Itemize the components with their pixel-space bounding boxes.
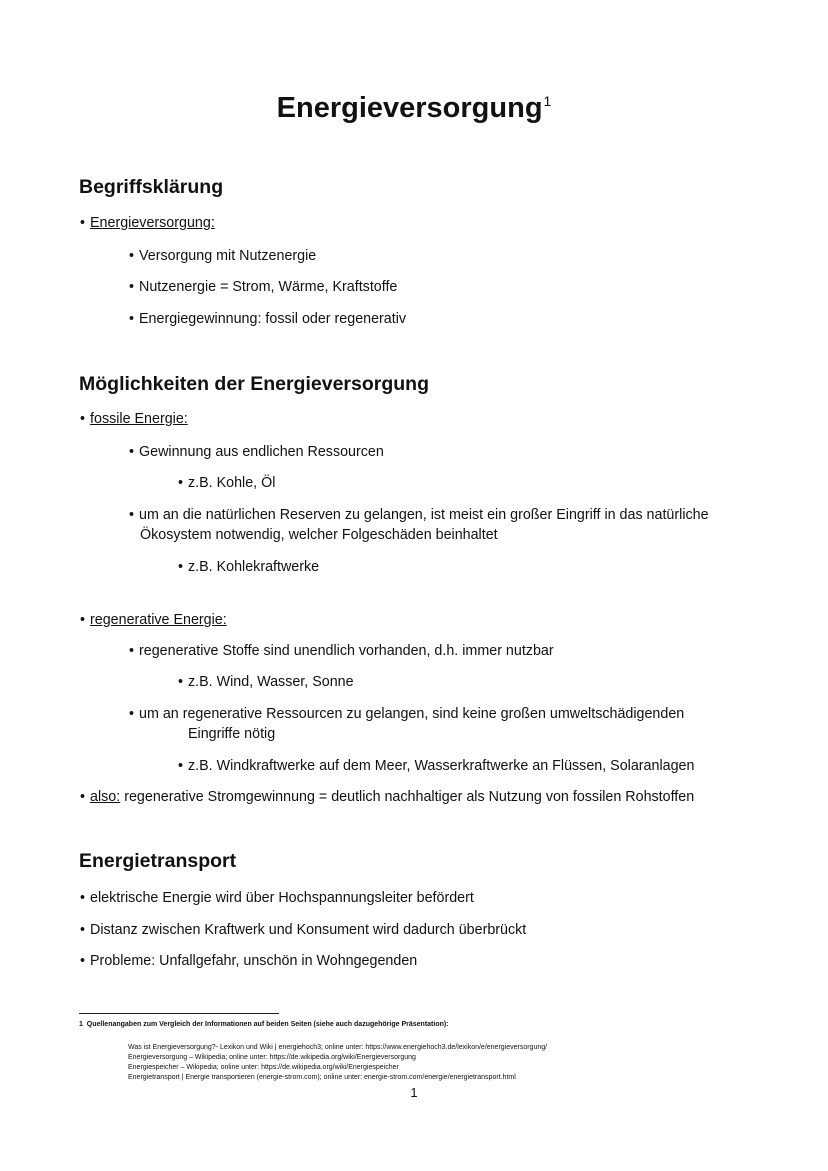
list-item: • um an regenerative Ressourcen zu gelangen, sind keine großen umweltschädigenden (129, 706, 685, 722)
list-item: • Energiegewinnung: fossil oder regenerativ (129, 311, 407, 327)
list-item: • Distanz zwischen Kraftwerk und Konsument wird dadurch überbrückt (80, 922, 527, 938)
term-label: fossile Energie: (90, 411, 188, 427)
list-item: • um an die natürlichen Reserven zu gelangen, ist meist ein großer Eingriff in das natürliche (129, 507, 709, 523)
list-item: • Energieversorgung: (80, 215, 215, 231)
footnote-reference: 1 (543, 93, 552, 110)
list-item: • fossile Energie: (80, 411, 188, 427)
list-item: • z.B. Wind, Wasser, Sonne (178, 674, 354, 690)
page-title: Energieversorgung$^1$ (276, 92, 552, 124)
section-heading-begriffsklaerung: Begriffsklärung (79, 176, 224, 198)
footnote-source: Energiespeicher – Wikipedia; online unter: https://de.wikipedia.org/wiki/Energiespeicher (128, 1064, 399, 1071)
list-item: • z.B. Kohle, Öl (178, 475, 276, 491)
list-item-continuation: Ökosystem notwendig, welcher Folgeschäden beinhaltet (140, 527, 498, 543)
list-item: • Nutzenergie = Strom, Wärme, Kraftstoffe (129, 279, 398, 295)
list-item: • regenerative Stoffe sind unendlich vorhanden, d.h. immer nutzbar (129, 643, 554, 659)
conclusion-label: also: (90, 789, 121, 805)
list-item: • z.B. Windkraftwerke auf dem Meer, Wasserkraftwerke an Flüssen, Solaranlagen (178, 758, 695, 774)
footnote-divider (79, 1013, 279, 1014)
list-item: • regenerative Energie: (80, 612, 227, 628)
list-item: • elektrische Energie wird über Hochspannungsleiter befördert (80, 890, 474, 906)
footnote-heading: 1 Quellenangaben zum Vergleich der Informationen auf beiden Seiten (siehe auch dazugehörige Präsentation): (79, 1021, 449, 1028)
term-label: regenerative Energie: (90, 612, 227, 628)
page-number: 1 (410, 1085, 418, 1100)
footnote-source: Energietransport | Energie transportieren (energie-strom.com); online unter: energie-strom.com/energie/energietransport.html (128, 1074, 516, 1081)
footnote-source: Energieversorgung – Wikipedia; online unter: https://de.wikipedia.org/wiki/Energieversorgung (128, 1054, 416, 1061)
list-item: • Versorgung mit Nutzenergie (129, 248, 317, 264)
list-item: • z.B. Kohlekraftwerke (178, 559, 320, 575)
section-heading-energietransport: Energietransport (79, 850, 237, 872)
term-label: Energieversorgung: (90, 215, 215, 231)
conclusion: • also: regenerative Stromgewinnung = deutlich nachhaltiger als Nutzung von fossilen Rohstoffen (80, 789, 695, 805)
list-item: • Probleme: Unfallgefahr, unschön in Wohngegenden (80, 953, 418, 969)
list-item: • Gewinnung aus endlichen Ressourcen (129, 444, 384, 460)
list-item-continuation: Eingriffe nötig (188, 726, 276, 742)
section-heading-moeglichkeiten: Möglichkeiten der Energieversorgung (79, 373, 429, 395)
footnote-source: Was ist Energieversorgung?- Lexikon und Wiki | energiehoch3; online unter: https://www.energiehoch3.de/lexikon/e/energieversorgung/ (128, 1044, 548, 1051)
